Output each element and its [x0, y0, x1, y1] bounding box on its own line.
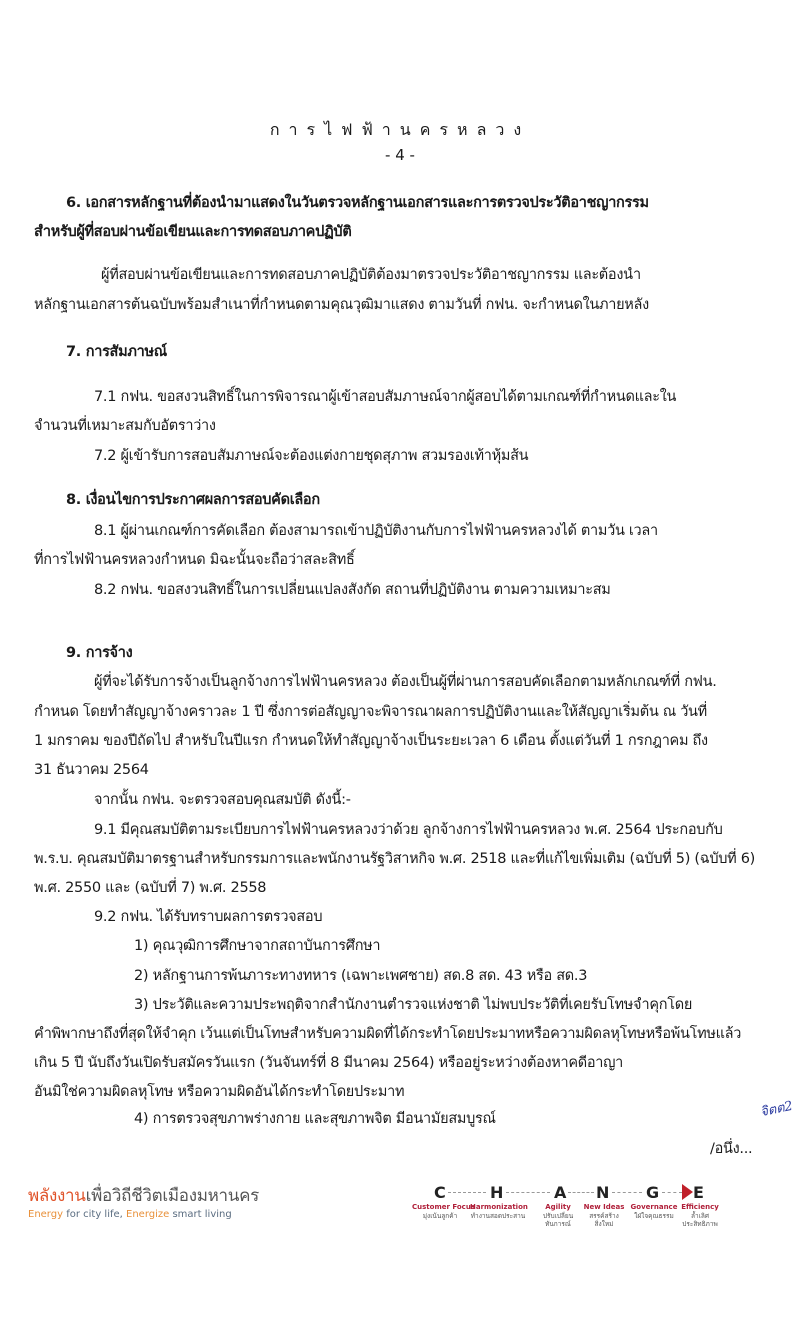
- change-sub-n: สรรค์สร้างสิ่งใหม่: [589, 1212, 619, 1228]
- section-9-p1-l4: 31 ธันวาคม 2564: [34, 762, 149, 778]
- dashed-connector: [448, 1192, 486, 1193]
- section-9-p1: ผู้ที่จะได้รับการจ้างเป็นลูกจ้างการไฟฟ้านครหลวง ต้องเป็นผู้ที่ผ่านการสอบคัดเลือกตามหลักเกณฑ์ที่ กฟน.: [94, 674, 717, 690]
- change-label-e: Efficiency: [681, 1203, 719, 1211]
- change-label-h: Harmonization: [470, 1203, 528, 1211]
- change-letter-e: E: [693, 1183, 704, 1202]
- dashed-connector: [506, 1192, 550, 1193]
- slogan-thai: [28, 1186, 259, 1206]
- section-9-2-item-1: 1) คุณวุฒิการศึกษาจากสถาบันการศึกษา: [134, 938, 381, 954]
- dashed-connector: [662, 1192, 682, 1193]
- dashed-connector: [612, 1192, 642, 1193]
- change-letter-g: G: [646, 1183, 660, 1202]
- change-label-a: Agility: [545, 1203, 571, 1211]
- section-9-2-item-3: 3) ประวัติและความประพฤติจากสำนักงานตำรวจแห่งชาติ ไม่พบประวัติที่เคยรับโทษจำคุกโดย: [134, 997, 693, 1013]
- section-6-title: 6. เอกสารหลักฐานที่ต้องนำมาแสดงในวันตรวจหลักฐานเอกสารและการตรวจประวัติอาชญากรรม: [66, 195, 649, 211]
- section-9-2-item-3-l4: อันมิใช่ความผิดลหุโทษ หรือความผิดอันได้กระทำโดยประมาท: [34, 1084, 405, 1100]
- section-9-1: 9.1 มีคุณสมบัติตามระเบียบการไฟฟ้านครหลวงว่าด้วย ลูกจ้างการไฟฟ้านครหลวง พ.ศ. 2564 ประกอบกับ: [94, 822, 723, 838]
- section-9-2-item-3-l3: เกิน 5 ปี นับถึงวันเปิดรับสมัครวันแรก (วันจันทร์ที่ 8 มีนาคม 2564) หรืออยู่ระหว่างต้องหาคดีอาญา: [34, 1055, 624, 1071]
- section-6-body: ผู้ที่สอบผ่านข้อเขียนและการทดสอบภาคปฏิบัติต้องมาตรวจประวัติอาชญากรรม และต้องนำ: [101, 267, 641, 283]
- handwritten-initials: จิตต2: [759, 1098, 795, 1121]
- change-sub-g: ใฝ่ใจคุณธรรม: [634, 1212, 674, 1220]
- change-values-logo: [412, 1183, 750, 1243]
- change-sub-h: ทำงานสอดประสาน: [470, 1212, 526, 1220]
- section-7-title: 7. การสัมภาษณ์: [66, 344, 167, 360]
- footer-slogan: [28, 1186, 259, 1222]
- section-7-1-cont: จำนวนที่เหมาะสมกับอัตราว่าง: [34, 418, 216, 434]
- dashed-connector: [568, 1192, 594, 1193]
- slogan-en-part: Energize: [126, 1209, 170, 1220]
- change-label-c: Customer Focus: [412, 1203, 475, 1211]
- slogan-accent: พลังงาน: [28, 1186, 86, 1206]
- section-8-1: 8.1 ผู้ผ่านเกณฑ์การคัดเลือก ต้องสามารถเข้าปฏิบัติงานกับการไฟฟ้านครหลวงได้ ตามวัน เวลา: [94, 523, 658, 539]
- slogan-english: [28, 1208, 259, 1222]
- change-sub-e: ล้ำเลิศประสิทธิภาพ: [682, 1212, 718, 1228]
- change-sub-a: ปรับเปลี่ยนทันการณ์: [542, 1212, 574, 1228]
- slogan-en-part: Energy: [28, 1209, 64, 1220]
- section-9-p1-l2: กำหนด โดยทำสัญญาจ้างคราวละ 1 ปี ซึ่งการต่อสัญญาจะพิจารณาผลการปฏิบัติงานและให้สัญญาเริ่มต้น ณ วันที่: [34, 704, 707, 720]
- section-9-2-item-3-l2: คำพิพากษาถึงที่สุดให้จำคุก เว้นแต่เป็นโทษสำหรับความผิดที่ได้กระทำโดยประมาทหรือความผิดลหุโทษหรือพ้นโทษแล้ว: [34, 1026, 742, 1042]
- section-6-body-cont: หลักฐานเอกสารต้นฉบับพร้อมสำเนาที่กำหนดตามคุณวุฒิมาแสดง ตามวันที่ กฟน. จะกำหนดในภายหลัง: [34, 297, 649, 313]
- section-9-p1-l3: 1 มกราคม ของปีถัดไป สำหรับในปีแรก กำหนดให้ทำสัญญาจ้างเป็นระยะเวลา 6 เดือน ตั้งแต่วันที่ 1 กรกฎาคม ถึง: [34, 733, 708, 749]
- change-label-n: New Ideas: [583, 1203, 625, 1211]
- change-letter-n: N: [596, 1183, 610, 1202]
- change-label-g: Governance: [630, 1203, 678, 1211]
- section-8-2: 8.2 กฟน. ขอสงวนสิทธิ์ในการเปลี่ยนแปลงสังกัด สถานที่ปฏิบัติงาน ตามความเหมาะสม: [94, 582, 611, 598]
- section-9-2-item-4: 4) การตรวจสุขภาพร่างกาย และสุขภาพจิต มีอนามัยสมบูรณ์: [134, 1111, 496, 1127]
- section-9-1-l2: พ.ร.บ. คุณสมบัติมาตรฐานสำหรับกรรมการและพนักงานรัฐวิสาหกิจ พ.ศ. 2518 และที่แก้ไขเพิ่มเติม (ฉบับที่ 5) (ฉบับที่ 6): [34, 851, 755, 867]
- slogan-rest: เพื่อวิถีชีวิตเมืองมหานคร: [85, 1186, 259, 1206]
- section-6-title-cont: สำหรับผู้ที่สอบผ่านข้อเขียนและการทดสอบภาคปฏิบัติ: [34, 224, 352, 240]
- section-8-1-cont: ที่การไฟฟ้านครหลวงกำหนด มิฉะนั้นจะถือว่าสละสิทธิ์: [34, 552, 355, 568]
- slogan-en-part: for city life,: [63, 1209, 127, 1220]
- slogan-en-part: smart living: [169, 1209, 232, 1220]
- section-8-title: 8. เงื่อนไขการประกาศผลการสอบคัดเลือก: [66, 492, 320, 508]
- change-letter-a: A: [554, 1183, 567, 1202]
- section-9-1-l3: พ.ศ. 2550 และ (ฉบับที่ 7) พ.ศ. 2558: [34, 880, 267, 896]
- change-letter-c: C: [434, 1183, 446, 1202]
- change-letter-h: H: [490, 1183, 504, 1202]
- organization-header: การไฟฟ้านครหลวง: [269, 120, 531, 139]
- section-9-2-item-2: 2) หลักฐานการพ้นภาระทางทหาร (เฉพาะเพศชาย) สด.8 สด. 43 หรือ สด.3: [134, 968, 588, 984]
- arrow-icon: [682, 1184, 693, 1200]
- continuation-marker: /อนึ่ง...: [710, 1141, 753, 1157]
- section-9-2: 9.2 กฟน. ได้รับทราบผลการตรวจสอบ: [94, 909, 323, 925]
- section-9-title: 9. การจ้าง: [66, 645, 133, 661]
- section-7-2: 7.2 ผู้เข้ารับการสอบสัมภาษณ์จะต้องแต่งกายชุดสุภาพ สวมรองเท้าหุ้มส้น: [94, 448, 529, 464]
- page-number: - 4 -: [385, 146, 415, 164]
- change-sub-c: มุ่งเน้นลูกค้า: [422, 1212, 458, 1220]
- section-7-1: 7.1 กฟน. ขอสงวนสิทธิ์ในการพิจารณาผู้เข้าสอบสัมภาษณ์จากผู้สอบได้ตามเกณฑ์ที่กำหนดและใน: [94, 389, 677, 405]
- section-9-p2: จากนั้น กฟน. จะตรวจสอบคุณสมบัติ ดังนี้:-: [94, 792, 351, 808]
